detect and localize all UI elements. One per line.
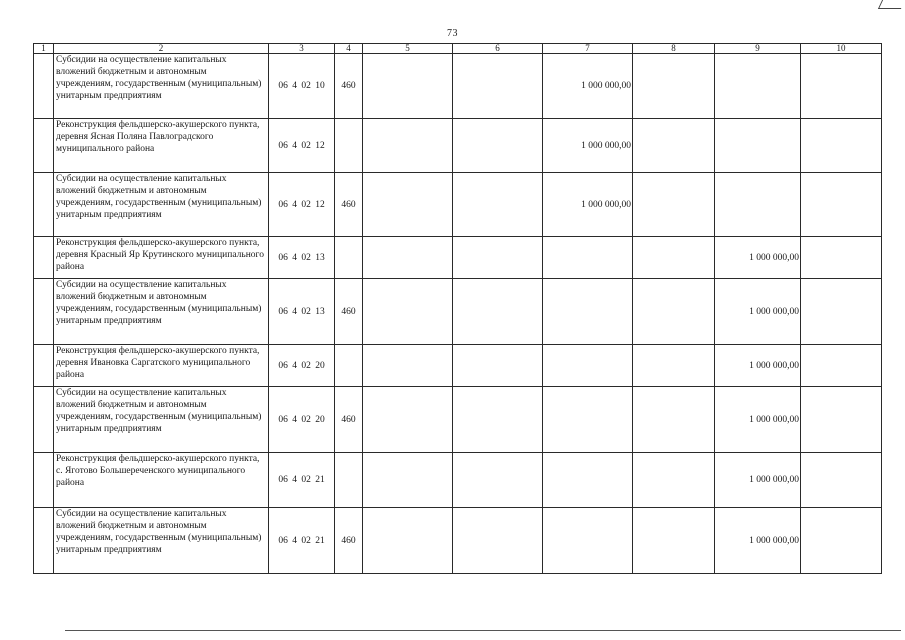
row-cell-col6 <box>453 237 543 279</box>
row-cell-col10 <box>801 237 882 279</box>
row-cell-col1 <box>34 387 54 453</box>
row-cell-col1 <box>34 453 54 508</box>
row-cell-col1 <box>34 345 54 387</box>
row-cell-col1 <box>34 279 54 345</box>
column-header: 4 <box>335 44 363 54</box>
row-cell-col10 <box>801 119 882 173</box>
row-kind <box>335 119 363 173</box>
row-amount-col7 <box>543 453 633 508</box>
row-cell-col1 <box>34 508 54 574</box>
row-cell-col6 <box>453 173 543 237</box>
column-header: 6 <box>453 44 543 54</box>
column-header: 9 <box>715 44 801 54</box>
row-code: 06 4 02 12 <box>269 173 335 237</box>
row-cell-col5 <box>363 119 453 173</box>
row-cell-col10 <box>801 54 882 119</box>
row-cell-col6 <box>453 387 543 453</box>
row-name: Субсидии на осуществление капитальных вложений бюджетным и автономным учреждениям, государственным (муниципальным) унитарным предприятиям <box>54 54 269 119</box>
table-row <box>34 54 882 119</box>
row-amount-col9: 1 000 000,00 <box>715 508 801 574</box>
row-cell-col8 <box>633 54 715 119</box>
row-cell-col5 <box>363 453 453 508</box>
row-kind: 460 <box>335 508 363 574</box>
row-cell-col6 <box>453 345 543 387</box>
row-cell-col6 <box>453 279 543 345</box>
row-amount-col9 <box>715 119 801 173</box>
row-code: 06 4 02 10 <box>269 54 335 119</box>
column-header: 1 <box>34 44 54 54</box>
row-cell-col8 <box>633 508 715 574</box>
row-cell-col5 <box>363 237 453 279</box>
bottom-rule <box>65 630 901 631</box>
row-kind: 460 <box>335 54 363 119</box>
row-cell-col6 <box>453 453 543 508</box>
row-code: 06 4 02 20 <box>269 345 335 387</box>
row-cell-col10 <box>801 387 882 453</box>
row-cell-col1 <box>34 54 54 119</box>
table-row <box>34 173 882 237</box>
column-header: 8 <box>633 44 715 54</box>
row-name: Субсидии на осуществление капитальных вложений бюджетным и автономным учреждениям, государственным (муниципальным) унитарным предприятиям <box>54 279 269 345</box>
row-cell-col10 <box>801 508 882 574</box>
page-number: 73 <box>447 28 458 39</box>
row-amount-col7 <box>543 387 633 453</box>
column-header: 5 <box>363 44 453 54</box>
budget-table <box>33 43 882 574</box>
row-name: Реконструкция фельдшерско-акушерского пункта, деревня Ясная Поляна Павлоградского муниципального района <box>54 119 269 173</box>
table-row <box>34 508 882 574</box>
table-row <box>34 279 882 345</box>
row-cell-col5 <box>363 345 453 387</box>
row-name: Реконструкция фельдшерско-акушерского пункта, деревня Красный Яр Крутинского муниципального района <box>54 237 269 279</box>
row-cell-col6 <box>453 54 543 119</box>
row-code: 06 4 02 12 <box>269 119 335 173</box>
row-name: Субсидии на осуществление капитальных вложений бюджетным и автономным учреждениям, государственным (муниципальным) унитарным предприятиям <box>54 387 269 453</box>
column-header: 2 <box>54 44 269 54</box>
row-cell-col10 <box>801 279 882 345</box>
table-row <box>34 345 882 387</box>
table-row <box>34 237 882 279</box>
row-amount-col9: 1 000 000,00 <box>715 279 801 345</box>
row-amount-col7 <box>543 508 633 574</box>
row-cell-col5 <box>363 54 453 119</box>
row-cell-col6 <box>453 119 543 173</box>
row-amount-col9: 1 000 000,00 <box>715 453 801 508</box>
row-kind <box>335 237 363 279</box>
row-cell-col1 <box>34 237 54 279</box>
row-cell-col8 <box>633 119 715 173</box>
row-cell-col1 <box>34 119 54 173</box>
row-amount-col7 <box>543 345 633 387</box>
row-code: 06 4 02 20 <box>269 387 335 453</box>
row-amount-col9: 1 000 000,00 <box>715 345 801 387</box>
row-kind: 460 <box>335 387 363 453</box>
header-row <box>34 44 882 54</box>
row-cell-col8 <box>633 237 715 279</box>
column-header: 3 <box>269 44 335 54</box>
row-cell-col8 <box>633 345 715 387</box>
row-code: 06 4 02 13 <box>269 237 335 279</box>
row-amount-col7: 1 000 000,00 <box>543 119 633 173</box>
row-name: Реконструкция фельдшерско-акушерского пункта, с. Яготово Большереченского муниципального района <box>54 453 269 508</box>
row-cell-col8 <box>633 453 715 508</box>
row-kind <box>335 345 363 387</box>
row-cell-col1 <box>34 173 54 237</box>
row-amount-col7: 1 000 000,00 <box>543 54 633 119</box>
row-code: 06 4 02 21 <box>269 508 335 574</box>
row-name: Реконструкция фельдшерско-акушерского пункта, деревня Ивановка Саргатского муниципального района <box>54 345 269 387</box>
row-cell-col5 <box>363 279 453 345</box>
row-cell-col6 <box>453 508 543 574</box>
row-cell-col10 <box>801 453 882 508</box>
row-cell-col5 <box>363 508 453 574</box>
corner-mark <box>878 0 905 9</box>
row-amount-col9: 1 000 000,00 <box>715 387 801 453</box>
row-cell-col10 <box>801 173 882 237</box>
column-header: 7 <box>543 44 633 54</box>
table-row <box>34 119 882 173</box>
row-cell-col5 <box>363 387 453 453</box>
row-amount-col7 <box>543 279 633 345</box>
row-cell-col5 <box>363 173 453 237</box>
row-kind <box>335 453 363 508</box>
row-cell-col8 <box>633 387 715 453</box>
row-code: 06 4 02 21 <box>269 453 335 508</box>
row-code: 06 4 02 13 <box>269 279 335 345</box>
row-amount-col7: 1 000 000,00 <box>543 173 633 237</box>
row-kind: 460 <box>335 279 363 345</box>
column-header: 10 <box>801 44 882 54</box>
row-amount-col9 <box>715 173 801 237</box>
row-amount-col7 <box>543 237 633 279</box>
row-amount-col9: 1 000 000,00 <box>715 237 801 279</box>
row-cell-col8 <box>633 279 715 345</box>
row-kind: 460 <box>335 173 363 237</box>
row-name: Субсидии на осуществление капитальных вложений бюджетным и автономным учреждениям, государственным (муниципальным) унитарным предприятиям <box>54 173 269 237</box>
row-name: Субсидии на осуществление капитальных вложений бюджетным и автономным учреждениям, государственным (муниципальным) унитарным предприятиям <box>54 508 269 574</box>
row-cell-col8 <box>633 173 715 237</box>
row-amount-col9 <box>715 54 801 119</box>
row-cell-col10 <box>801 345 882 387</box>
table-row <box>34 387 882 453</box>
table-row <box>34 453 882 508</box>
